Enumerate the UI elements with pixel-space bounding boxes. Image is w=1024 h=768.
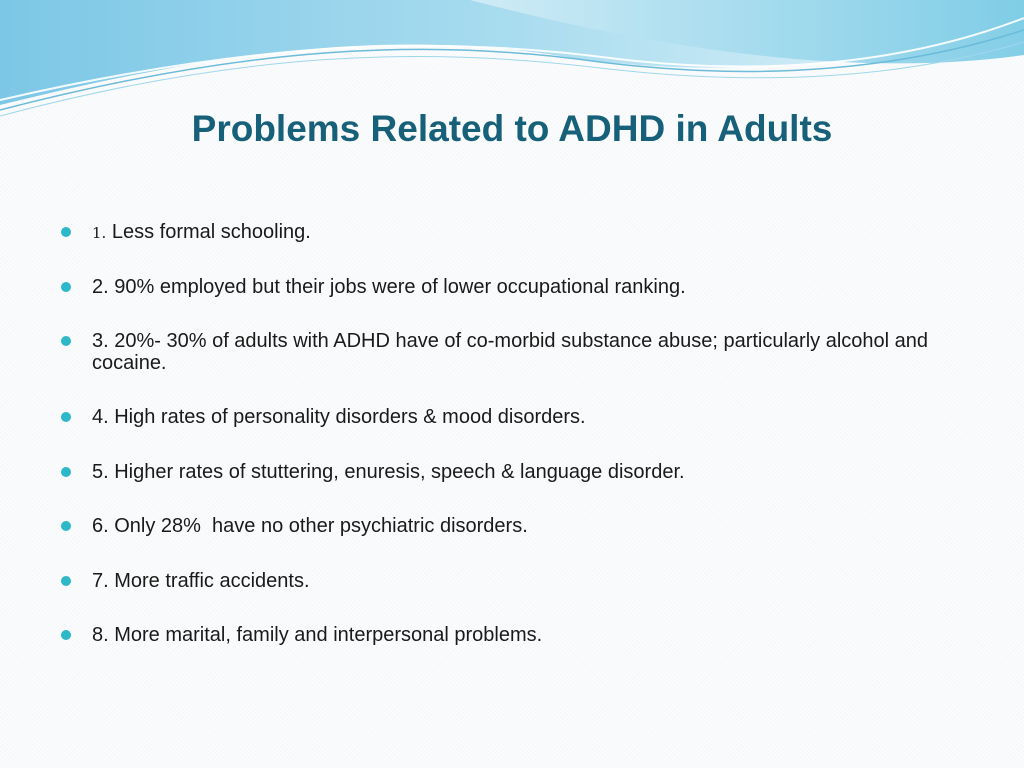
list-item-text: 4. High rates of personality disorders & mood disorders. xyxy=(92,406,586,428)
bullet-dot-icon xyxy=(61,576,71,586)
list-item-text: 6. Only 28% have no other psychiatric disorders. xyxy=(92,515,528,537)
list-item xyxy=(60,570,940,592)
list-item-text: 5. Higher rates of stuttering, enuresis, speech & language disorder. xyxy=(92,461,685,483)
list-item xyxy=(60,515,940,537)
list-item-text: Less formal schooling. xyxy=(106,221,311,243)
list-item-text: 8. More marital, family and interpersonal problems. xyxy=(92,624,543,646)
list-item xyxy=(60,330,940,374)
list-item-text: 3. 20%- 30% of adults with ADHD have of co-morbid substance abuse; particularly alcohol and cocaine. xyxy=(92,330,929,374)
slide-title: Problems Related to ADHD in Adults xyxy=(191,108,833,149)
list-item xyxy=(60,624,940,646)
list-item-text: 7. More traffic accidents. xyxy=(92,570,310,592)
list-item-text: 2. 90% employed but their jobs were of lower occupational ranking. xyxy=(92,276,686,298)
list-item xyxy=(60,406,940,428)
bullet-dot-icon xyxy=(61,412,71,422)
bullet-dot-icon xyxy=(61,521,71,531)
bullet-dot-icon xyxy=(61,630,71,640)
list-item xyxy=(60,461,940,483)
bullet-dot-icon xyxy=(61,467,71,477)
bullet-dot-icon xyxy=(61,227,71,237)
list-item xyxy=(60,221,940,244)
list-item-number: 1. xyxy=(92,224,107,242)
bullet-dot-icon xyxy=(61,282,71,292)
bullet-dot-icon xyxy=(61,336,71,346)
list-item xyxy=(60,276,940,298)
